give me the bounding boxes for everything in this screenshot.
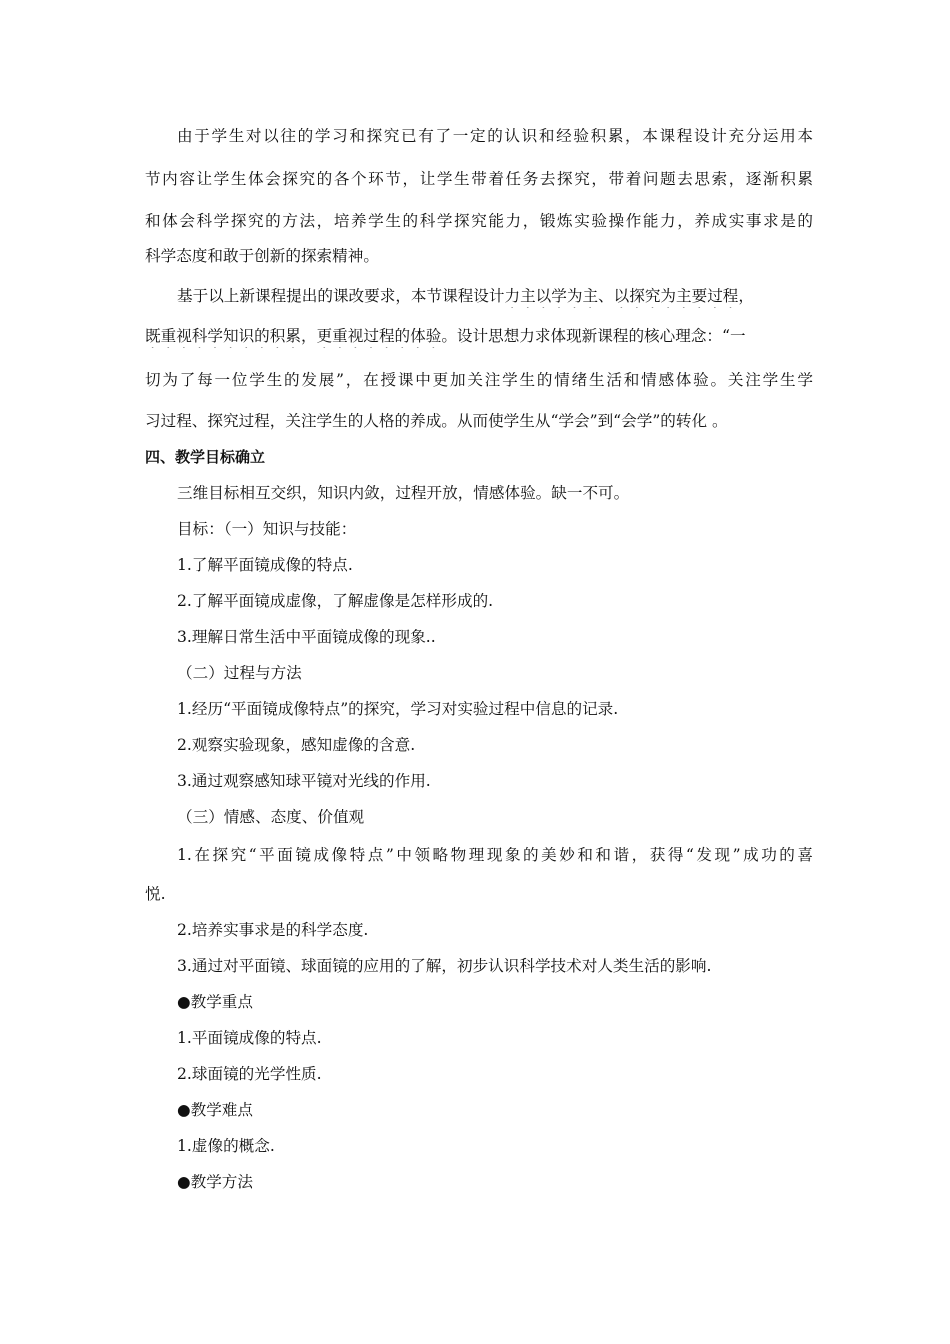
text-run: ，	[738, 287, 755, 305]
list-item: 2.观察实验现象，感知虚像的含意.	[177, 736, 416, 754]
paragraph-line: 和体会科学探究的方法，培养学生的科学探究能力，锻炼实验操作能力，养成实事求是的	[145, 212, 813, 230]
list-item: 3.通过对平面镜、球面镜的应用的了解，初步认识科学技术对人类生活的影响.	[177, 957, 712, 975]
emphasis-text: 力主以学为主、以探究为主要过程	[504, 287, 739, 305]
paragraph-line: 科学态度和敢于创新的探索精神。	[145, 247, 379, 265]
goal-label: 目标：（一）知识与技能：	[177, 520, 357, 538]
subsection-heading: （二）过程与方法	[177, 664, 302, 682]
list-item: 1.经历“平面镜成像特点”的探究，学习对实验过程中信息的记录.	[177, 700, 619, 718]
text-run: 。设计思想力求体现新课程的核心理念：“一	[441, 327, 746, 345]
list-item: 1.平面镜成像的特点.	[177, 1029, 322, 1047]
list-item: 1.在探究“平面镜成像特点”中领略物理现象的美妙和和谐，获得“发现”成功的喜	[177, 846, 813, 864]
list-item: 1.了解平面镜成像的特点.	[177, 556, 353, 574]
list-item: 3.理解日常生活中平面镜成像的现象..	[177, 628, 436, 646]
list-item: 2.培养实事求是的科学态度.	[177, 921, 369, 939]
subsection-heading: （三）情感、态度、价值观	[177, 808, 365, 826]
list-item: 2.了解平面镜成虚像，了解虚像是怎样形成的.	[177, 592, 494, 610]
bullet-heading: ●教学重点	[177, 993, 253, 1011]
bullet-heading: ●教学方法	[177, 1173, 253, 1191]
paragraph-line: 切为了每一位学生的发展”，在授课中更加关注学生的情绪生活和情感体验。关注学生学	[145, 371, 813, 389]
list-item: 3.通过观察感知球平镜对光线的作用.	[177, 772, 431, 790]
section-heading: 四、教学目标确立	[145, 448, 266, 466]
text-run: 基于以上新课程提出的课改要求，本节课程设计	[177, 287, 505, 305]
list-item: 2.球面镜的光学性质.	[177, 1065, 322, 1083]
intro-text: 三维目标相互交织，知识内敛，过程开放，情感体验。缺一不可。	[177, 484, 630, 502]
list-item: 1.虚像的概念.	[177, 1137, 275, 1155]
emphasis-text: 既重视科学知识的积累	[145, 327, 301, 345]
bullet-heading: ●教学难点	[177, 1101, 253, 1119]
emphasis-text: 更重视过程的体验	[316, 327, 442, 345]
paragraph-line	[145, 326, 813, 348]
paragraph-line: 习过程、探究过程，关注学生的人格的养成。从而使学生从“学会”到“会学”的转化 。	[145, 412, 728, 430]
paragraph-line	[177, 286, 813, 308]
list-item-continuation: 悦.	[145, 885, 166, 903]
paragraph-line: 由于学生对以往的学习和探究已有了一定的认识和经验积累，本课程设计充分运用本	[177, 127, 813, 145]
paragraph-line: 节内容让学生体会探究的各个环节，让学生带着任务去探究，带着问题去思索，逐渐积累	[145, 170, 813, 188]
text-run: ，	[300, 327, 317, 345]
